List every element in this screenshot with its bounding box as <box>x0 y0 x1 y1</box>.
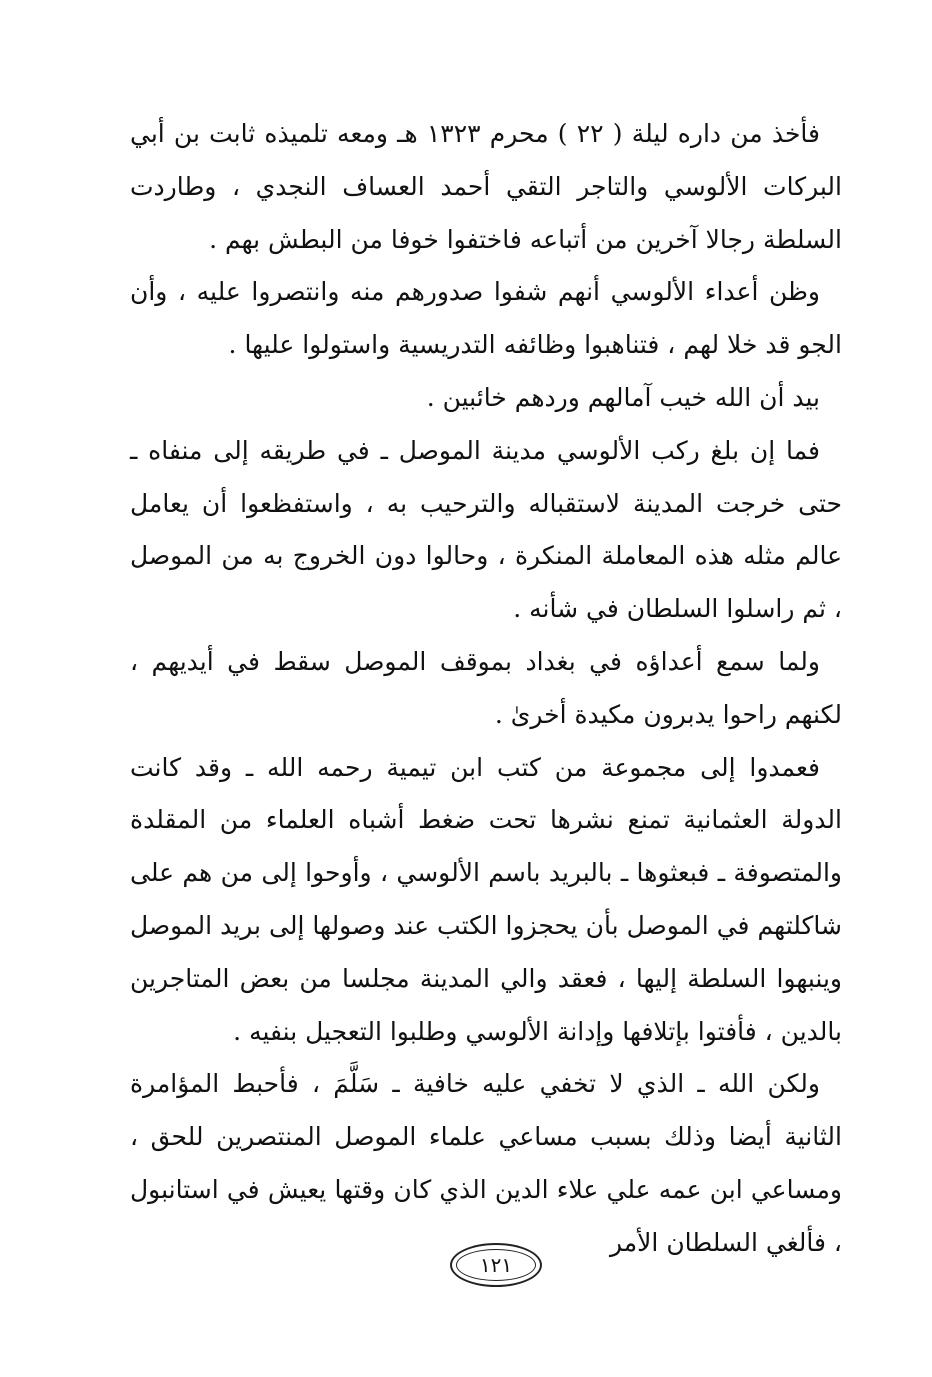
page-number: ١٢١ <box>479 1253 513 1277</box>
paragraph-7: ولكن الله ـ الذي لا تخفي عليه خافية ـ سَلَّمَ ، فأحبط المؤامرة الثانية أيضا وذلك بسبب مساعي علماء الموصل المنتصرين للحق ، ومساعي ابن عمه علي علاء الدين الذي كان وقتها يعيش في استانبول ، فألغي السلطان الأمر <box>130 1069 842 1257</box>
page-body-text <box>130 108 842 1270</box>
paragraph-4: فما إن بلغ ركب الألوسي مدينة الموصل ـ في طريقه إلى منفاه ـ حتى خرجت المدينة لاستقباله والترحيب به ، واستفظعوا أن يعامل عالم مثله هذه المعاملة المنكرة ، وحالوا دون الخروج به من الموصل ، ثم راسلوا السلطان في شأنه . <box>130 435 842 624</box>
page-number-ornament <box>450 1243 542 1287</box>
paragraph-3: بيد أن الله خيب آمالهم وردهم خائبين . <box>426 382 820 412</box>
paragraph-1: فأخذ من داره ليلة ( ٢٢ ) محرم ١٣٢٣ هـ ومعه تلميذه ثابت بن أبي البركات الألوسي والتاجر التقي أحمد العساف النجدي ، وطاردت السلطة رجالا آخرين من أتباعه فاختفوا خوفا من البطش بهم . <box>130 119 842 254</box>
paragraph-2: وظن أعداء الألوسي أنهم شفوا صدورهم منه وانتصروا عليه ، وأن الجو قد خلا لهم ، فتناهبوا وظائفه التدريسية واستولوا عليها . <box>130 277 842 360</box>
paragraph-6: فعمدوا إلى مجموعة من كتب ابن تيمية رحمه الله ـ وقد كانت الدولة العثمانية تمنع نشرها تحت ضغط أشباه العلماء من المقلدة والمتصوفة ـ فبعثوها ـ بالبريد باسم الألوسي ، وأوحوا إلى من هم على شاكلتهم في الموصل بأن يحجزوا الكتب عند وصولها إلى بريد الموصل وينبهوا السلطة إليها ، فعقد والي المدينة مجلسا من بعض المتاجرين بالدين ، فأفتوا بإتلافها وإدانة الألوسي وطلبوا التعجيل بنفيه . <box>130 752 843 1046</box>
paragraph-5: ولما سمع أعداؤه في بغداد بموقف الموصل سقط في أيديهم ، لكنهم راحوا يدبرون مكيدة أخرىٰ . <box>130 646 842 729</box>
